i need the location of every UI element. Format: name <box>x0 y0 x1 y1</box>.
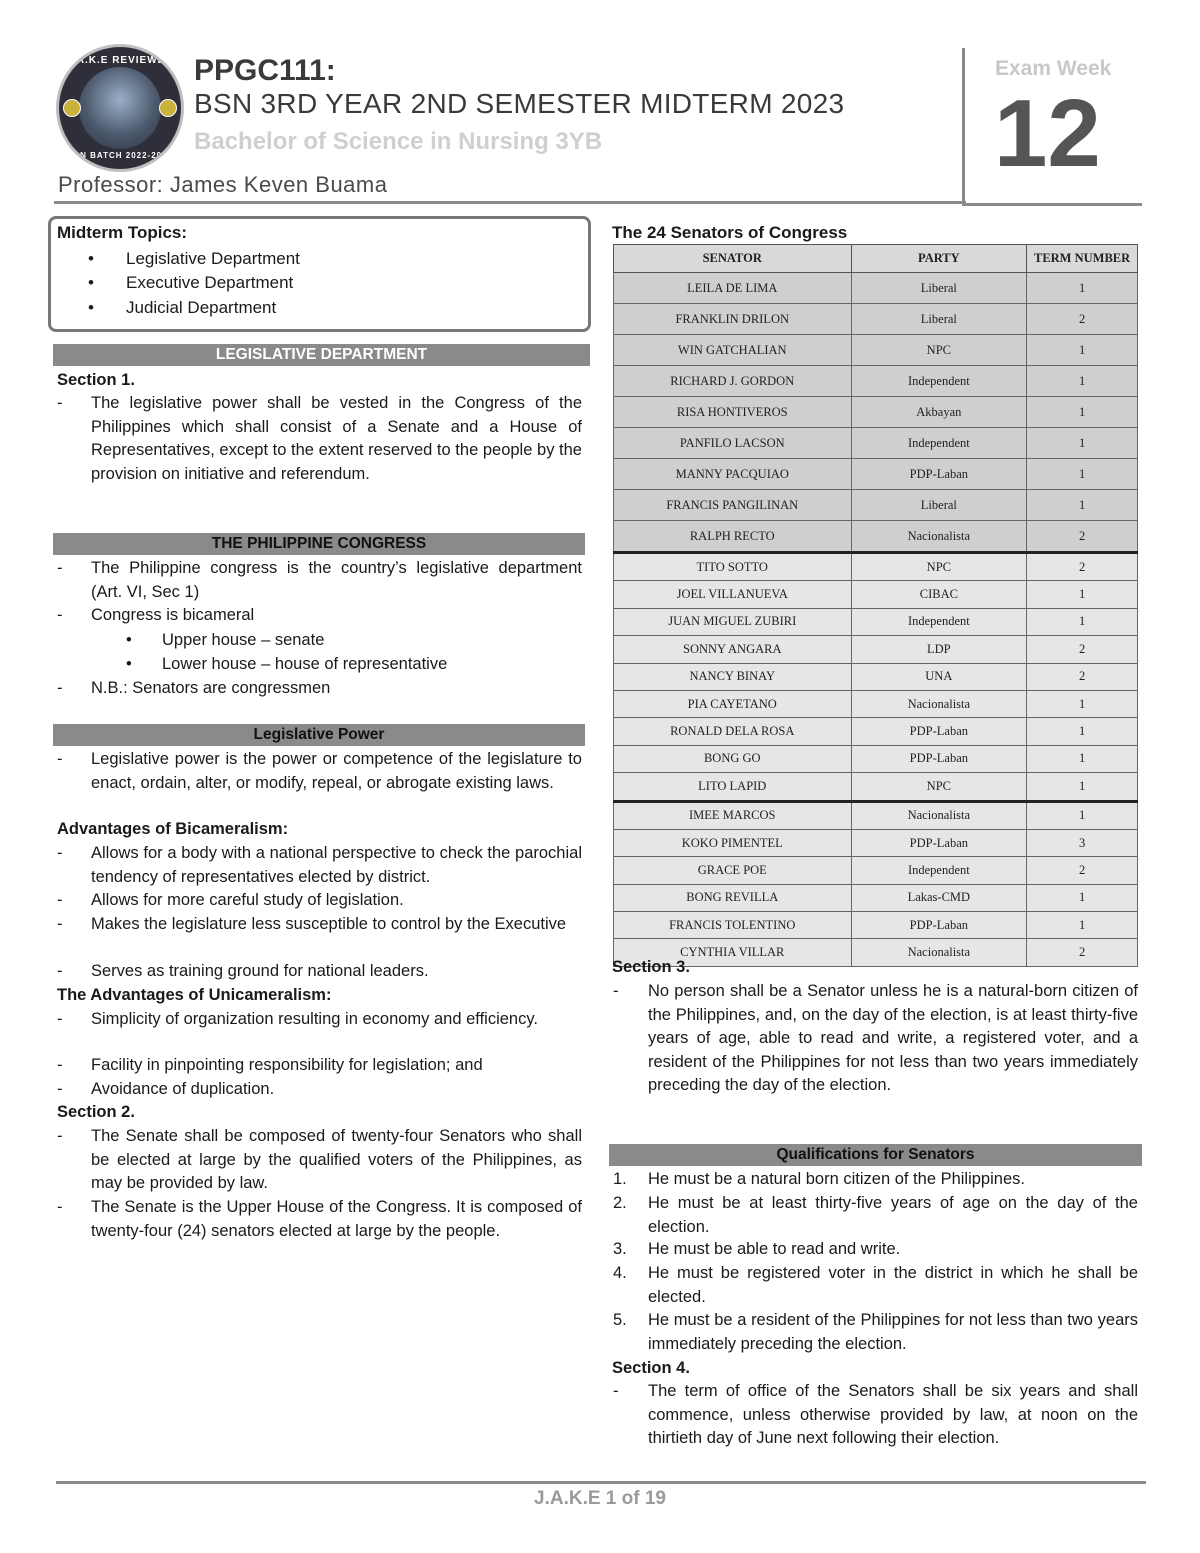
senator-name-cell: FRANKLIN DRILON <box>614 304 852 335</box>
senator-name-cell: PIA CAYETANO <box>614 690 852 717</box>
party-cell: CIBAC <box>851 581 1027 608</box>
party-cell: PDP-Laban <box>851 829 1027 856</box>
logo-photo <box>79 67 161 149</box>
senator-name-cell: RALPH RECTO <box>614 521 852 553</box>
party-cell: Nacionalista <box>851 939 1027 966</box>
party-cell: NPC <box>851 335 1027 366</box>
legislative-power-header: Legislative Power <box>53 724 585 746</box>
senator-name-cell: FRANCIS TOLENTINO <box>614 912 852 939</box>
term-number-cell: 2 <box>1027 939 1138 966</box>
table-header-row <box>614 245 1138 273</box>
qualification-item: 3. He must be able to read and write. <box>613 1240 901 1258</box>
term-number-cell: 1 <box>1027 397 1138 428</box>
footer-divider <box>56 1481 1146 1484</box>
table-row <box>614 939 1138 966</box>
party-cell: Lakas-CMD <box>851 884 1027 911</box>
congress-item: - The Philippine congress is the country’s legislative department (Art. VI, Sec 1) <box>57 559 582 601</box>
party-cell: Nacionalista <box>851 690 1027 717</box>
logo-bottom-text: BSN BATCH 2022-2023 <box>67 151 173 160</box>
qualification-item: 1. He must be a natural born citizen of the Philippines. <box>613 1170 1025 1188</box>
term-number-cell: 1 <box>1027 608 1138 635</box>
table-row <box>614 366 1138 397</box>
party-cell: PDP-Laban <box>851 459 1027 490</box>
senator-name-cell: MANNY PACQUIAO <box>614 459 852 490</box>
section3-title: Section 3. <box>612 958 690 976</box>
semester-title: BSN 3RD YEAR 2ND SEMESTER MIDTERM 2023 <box>194 88 845 119</box>
party-cell: Akbayan <box>851 397 1027 428</box>
section1-title: Section 1. <box>57 371 135 389</box>
table-row <box>614 829 1138 856</box>
senator-name-cell: BONG GO <box>614 745 852 772</box>
party-cell: PDP-Laban <box>851 745 1027 772</box>
table-row <box>614 459 1138 490</box>
senator-name-cell: JOEL VILLANUEVA <box>614 581 852 608</box>
table-row <box>614 912 1138 939</box>
unicameralism-item: - Avoidance of duplication. <box>57 1080 275 1098</box>
table-row <box>614 490 1138 521</box>
logo-top-text: J.A.K.E REVIEWER <box>66 55 174 66</box>
senator-name-cell: KOKO PIMENTEL <box>614 829 852 856</box>
unicameralism-title: The Advantages of Unicameralism: <box>57 986 332 1004</box>
congress-subitem: • Lower house – house of representative <box>126 655 448 673</box>
party-cell: NPC <box>851 773 1027 801</box>
term-number-cell: 2 <box>1027 304 1138 335</box>
table-row <box>614 273 1138 304</box>
term-number-cell: 1 <box>1027 745 1138 772</box>
senator-name-cell: FRANCIS PANGILINAN <box>614 490 852 521</box>
term-number-cell: 1 <box>1027 459 1138 490</box>
topics-title: Midterm Topics: <box>57 223 188 242</box>
senator-name-cell: JUAN MIGUEL ZUBIRI <box>614 608 852 635</box>
term-number-cell: 1 <box>1027 490 1138 521</box>
header-divider-vertical <box>962 48 965 206</box>
topic-item: • Judicial Department <box>88 298 277 317</box>
term-number-cell: 2 <box>1027 553 1138 581</box>
table-row <box>614 663 1138 690</box>
term-number-cell: 1 <box>1027 773 1138 801</box>
party-cell: Independent <box>851 366 1027 397</box>
congress-subitem: • Upper house – senate <box>126 631 325 649</box>
term-number-cell: 1 <box>1027 884 1138 911</box>
header-divider-right <box>962 203 1142 206</box>
party-cell: Independent <box>851 428 1027 459</box>
senator-name-cell: BONG REVILLA <box>614 884 852 911</box>
party-cell: Liberal <box>851 273 1027 304</box>
bicameralism-item: - Allows for more careful study of legislation. <box>57 891 404 909</box>
bicameralism-item: - Makes the legislature less susceptible to control by the Executive <box>57 915 567 933</box>
term-number-cell: 1 <box>1027 690 1138 717</box>
table-row <box>614 521 1138 553</box>
section4-item: - The term of office of the Senators shall be six years and shall commence, unless otherwise provided by law, at noon on the thirtieth day of June next following their election. <box>613 1382 1138 1447</box>
term-number-cell: 1 <box>1027 801 1138 829</box>
term-number-cell: 2 <box>1027 857 1138 884</box>
column-header-term: TERM NUMBER <box>1027 245 1138 273</box>
bicameralism-item: - Serves as training ground for national leaders. <box>57 962 429 980</box>
page-footer: J.A.K.E 1 of 19 <box>534 1488 666 1509</box>
topic-item: • Legislative Department <box>88 249 300 268</box>
senator-name-cell: GRACE POE <box>614 857 852 884</box>
table-row <box>614 718 1138 745</box>
table-row <box>614 690 1138 717</box>
section2-item: - The Senate shall be composed of twenty-four Senators who shall be elected at large by the qualified voters of the Philippines, as may be provided by law. <box>57 1127 582 1192</box>
column-header-party: PARTY <box>851 245 1027 273</box>
section4-title: Section 4. <box>612 1359 690 1377</box>
table-row <box>614 608 1138 635</box>
party-cell: Nacionalista <box>851 521 1027 553</box>
party-cell: UNA <box>851 663 1027 690</box>
term-number-cell: 1 <box>1027 718 1138 745</box>
term-number-cell: 1 <box>1027 428 1138 459</box>
table-row <box>614 636 1138 663</box>
senator-name-cell: NANCY BINAY <box>614 663 852 690</box>
legislative-department-header: LEGISLATIVE DEPARTMENT <box>53 344 590 366</box>
term-number-cell: 1 <box>1027 335 1138 366</box>
program-name: Bachelor of Science in Nursing 3YB <box>194 128 603 155</box>
term-number-cell: 1 <box>1027 366 1138 397</box>
party-cell: PDP-Laban <box>851 912 1027 939</box>
term-number-cell: 1 <box>1027 273 1138 304</box>
party-cell: PDP-Laban <box>851 718 1027 745</box>
seal-icon <box>159 99 177 117</box>
section3-item: - No person shall be a Senator unless he is a natural-born citizen of the Philippines, and, on the day of the election, is at least thirty-five years of age, able to read and write, a registered voter, and a resident of the Philippines for not less than two years immediately preceding the day of the election. <box>613 982 1138 1094</box>
senator-name-cell: IMEE MARCOS <box>614 801 852 829</box>
topic-item: • Executive Department <box>88 273 294 292</box>
table-row <box>614 773 1138 801</box>
section2-title: Section 2. <box>57 1103 135 1121</box>
exam-week-label: Exam Week <box>995 57 1112 80</box>
legislative-power-item: - Legislative power is the power or competence of the legislature to enact, ordain, alter, or modify, repeal, or abrogate existing laws. <box>57 750 582 792</box>
header-divider <box>54 201 966 204</box>
table-row <box>614 745 1138 772</box>
bicameralism-title: Advantages of Bicameralism: <box>57 820 289 838</box>
professor-name: Professor: James Keven Buama <box>58 172 388 197</box>
senators-table-title: The 24 Senators of Congress <box>612 223 848 242</box>
senator-name-cell: RICHARD J. GORDON <box>614 366 852 397</box>
term-number-cell: 2 <box>1027 636 1138 663</box>
party-cell: LDP <box>851 636 1027 663</box>
column-header-senator: SENATOR <box>614 245 852 273</box>
senator-name-cell: TITO SOTTO <box>614 553 852 581</box>
senator-name-cell: CYNTHIA VILLAR <box>614 939 852 966</box>
senator-name-cell: RONALD DELA ROSA <box>614 718 852 745</box>
table-row <box>614 581 1138 608</box>
term-number-cell: 1 <box>1027 581 1138 608</box>
qualifications-header: Qualifications for Senators <box>609 1144 1142 1166</box>
table-row <box>614 801 1138 829</box>
bicameralism-item: - Allows for a body with a national perspective to check the parochial tendency of representatives elected by district. <box>57 844 582 886</box>
table-row <box>614 335 1138 366</box>
senator-name-cell: LEILA DE LIMA <box>614 273 852 304</box>
senator-name-cell: LITO LAPID <box>614 773 852 801</box>
party-cell: Independent <box>851 857 1027 884</box>
table-row <box>614 397 1138 428</box>
party-cell: Liberal <box>851 490 1027 521</box>
table-row <box>614 428 1138 459</box>
term-number-cell: 2 <box>1027 521 1138 553</box>
qualification-item: 2. He must be at least thirty-five years of age on the day of the election. <box>613 1194 1138 1236</box>
congress-item: - Congress is bicameral <box>57 606 255 624</box>
party-cell: Nacionalista <box>851 801 1027 829</box>
unicameralism-item: - Facility in pinpointing responsibility for legislation; and <box>57 1056 483 1074</box>
table-row <box>614 553 1138 581</box>
table-row <box>614 884 1138 911</box>
senator-name-cell: PANFILO LACSON <box>614 428 852 459</box>
senator-name-cell: SONNY ANGARA <box>614 636 852 663</box>
qualification-item: 5. He must be a resident of the Philippines for not less than two years immediately preceding the election. <box>613 1311 1138 1353</box>
reviewer-logo <box>56 44 184 172</box>
congress-nb: - N.B.: Senators are congressmen <box>57 679 331 697</box>
table-row <box>614 304 1138 335</box>
term-number-cell: 3 <box>1027 829 1138 856</box>
party-cell: Independent <box>851 608 1027 635</box>
philippine-congress-header: THE PHILIPPINE CONGRESS <box>53 533 585 555</box>
term-number-cell: 2 <box>1027 663 1138 690</box>
table-row <box>614 857 1138 884</box>
party-cell: NPC <box>851 553 1027 581</box>
course-code: PPGC111: <box>194 54 336 87</box>
term-number-cell: 1 <box>1027 912 1138 939</box>
qualification-item: 4. He must be registered voter in the district in which he shall be elected. <box>613 1264 1138 1306</box>
section1-item: - The legislative power shall be vested in the Congress of the Philippines which shall consist of a Senate and a House of Representatives, except to the extent reserved to the people by the provision on initiative and referendum. <box>57 394 582 483</box>
party-cell: Liberal <box>851 304 1027 335</box>
senator-name-cell: WIN GATCHALIAN <box>614 335 852 366</box>
exam-week-number: 12 <box>994 80 1101 187</box>
section2-item: - The Senate is the Upper House of the Congress. It is composed of twenty-four (24) senators elected at large by the people. <box>57 1198 582 1240</box>
senators-table <box>613 244 1138 967</box>
seal-icon <box>63 99 81 117</box>
senator-name-cell: RISA HONTIVEROS <box>614 397 852 428</box>
unicameralism-item: - Simplicity of organization resulting in economy and efficiency. <box>57 1010 538 1028</box>
